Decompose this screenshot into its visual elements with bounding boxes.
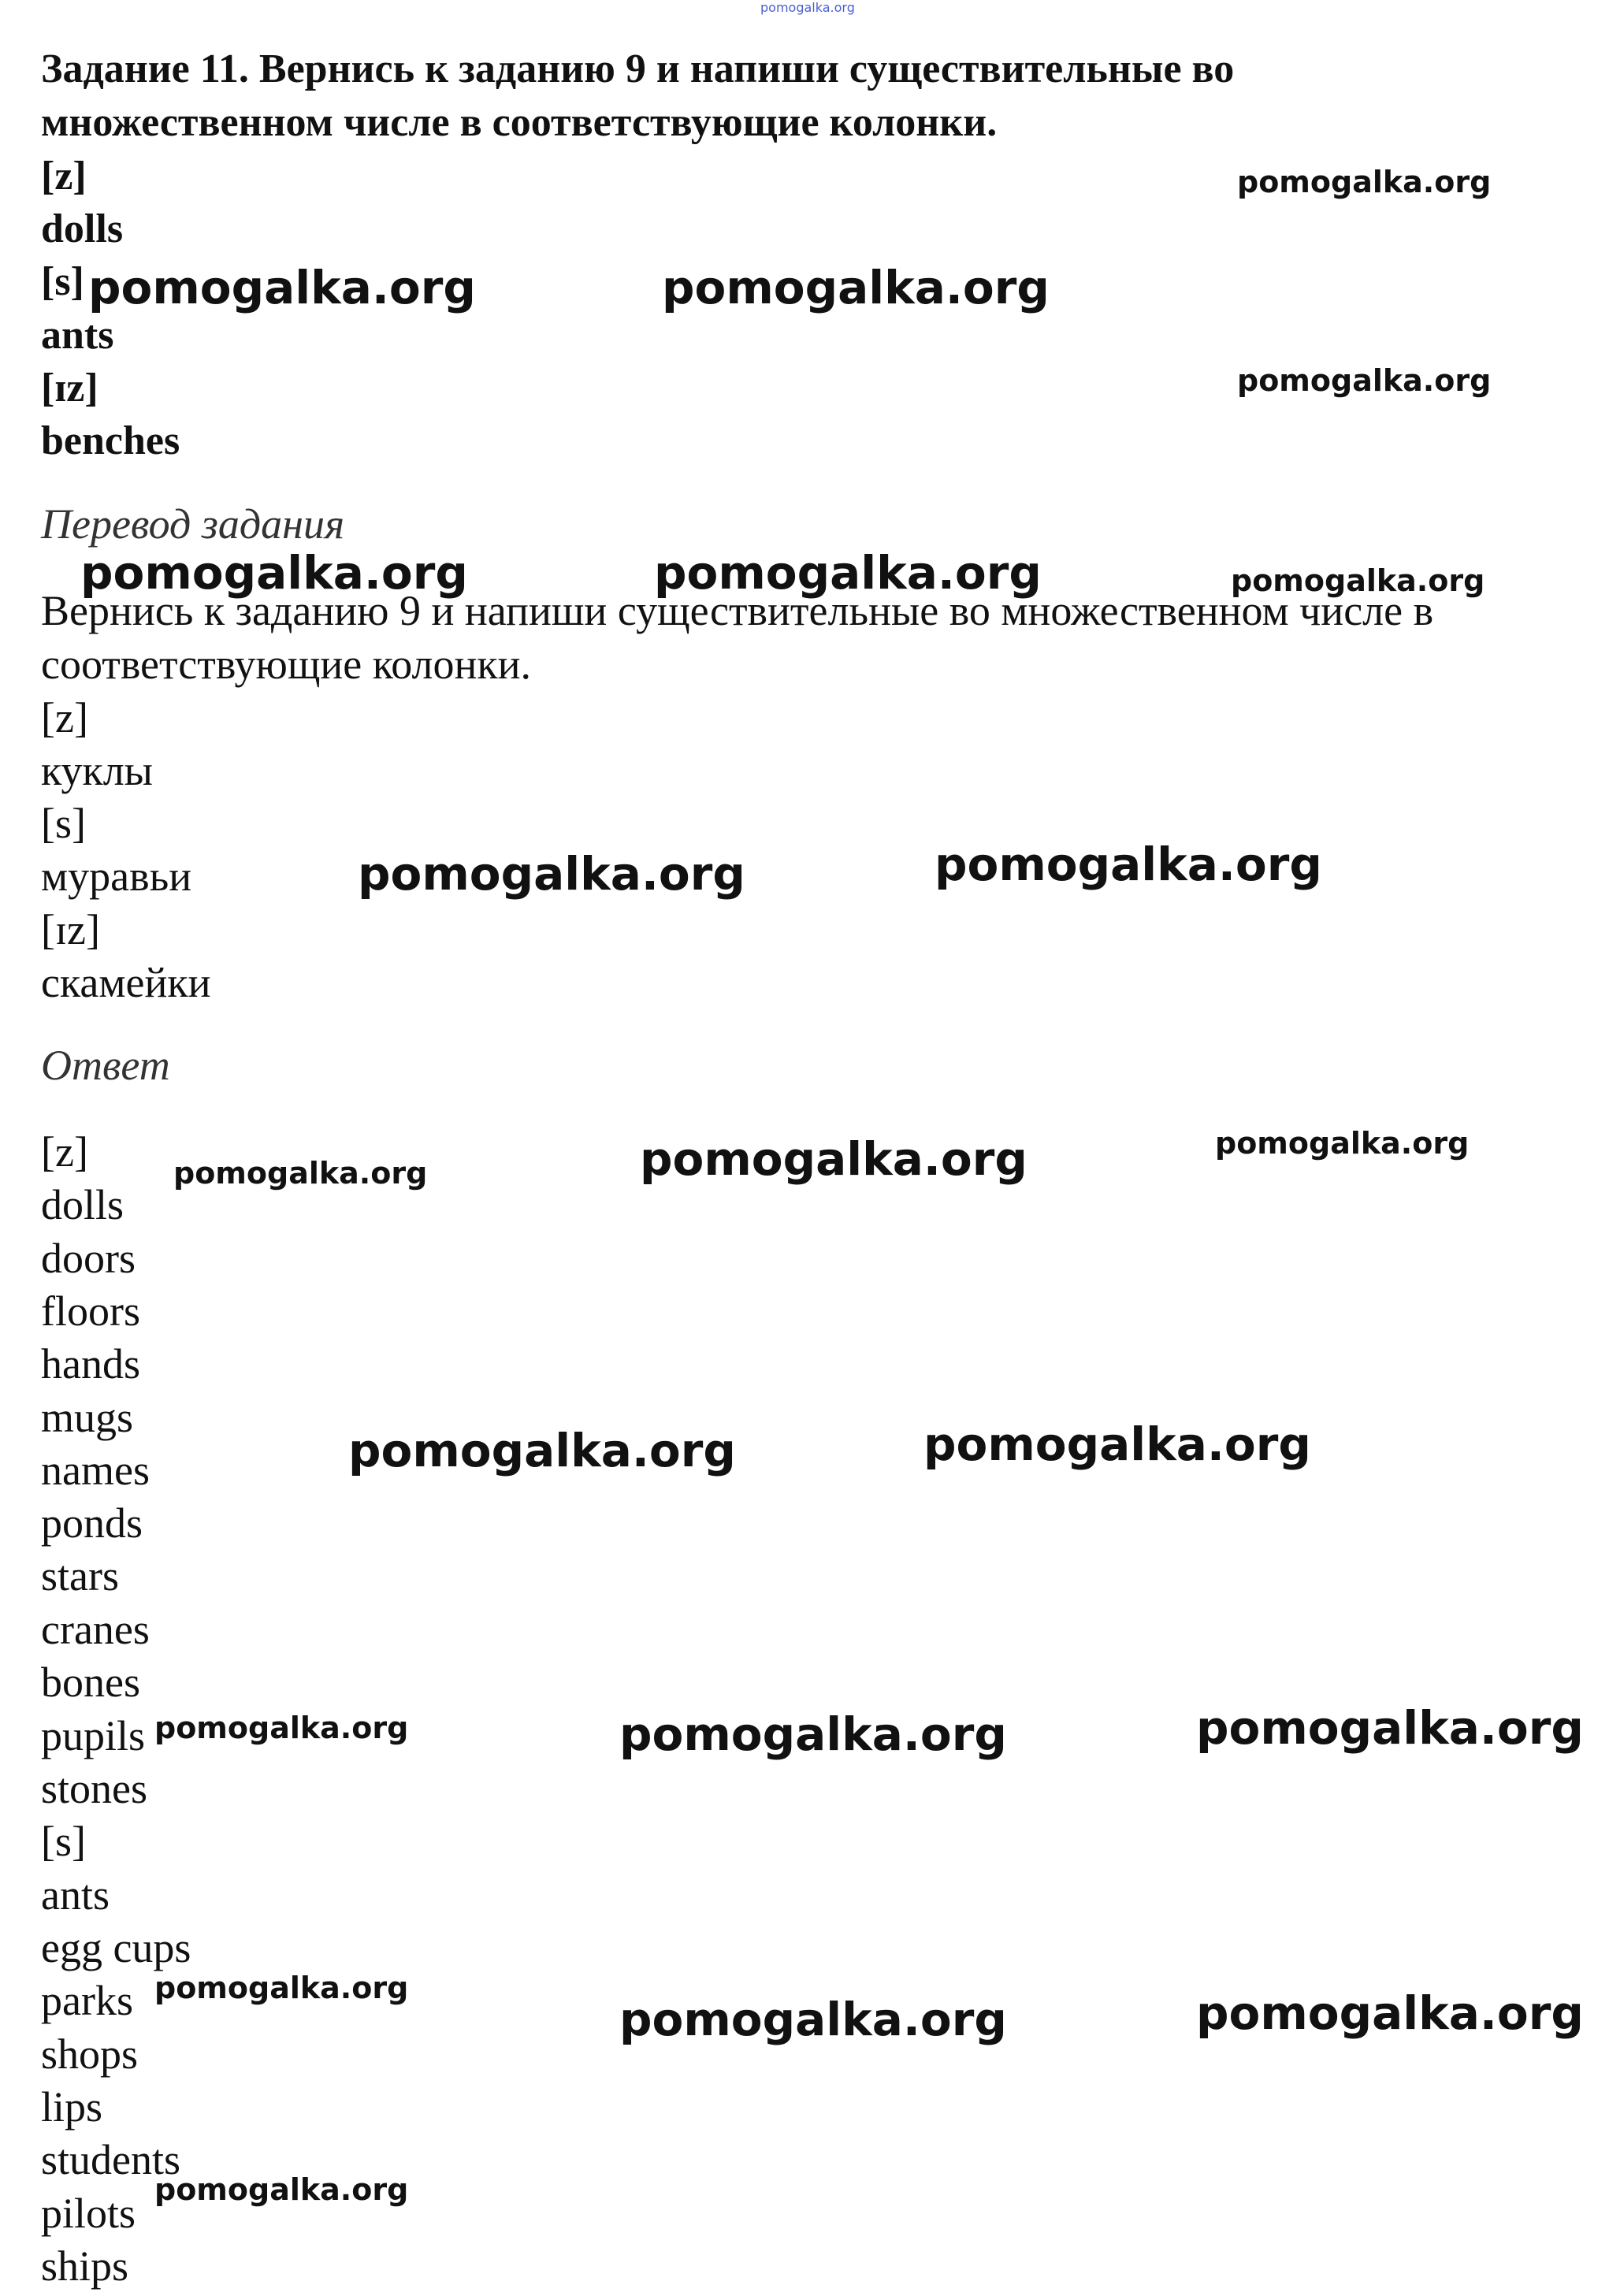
answer-z-word: stars	[41, 1552, 119, 1599]
translation-s-example: муравьи	[41, 853, 192, 900]
answer-z-word: names	[41, 1447, 150, 1494]
answer-s-word: pilots	[41, 2190, 136, 2237]
answer-z-word: ponds	[41, 1499, 143, 1547]
translation-z-example: куклы	[41, 747, 153, 794]
watermark: pomogalka.org	[640, 1132, 1027, 1186]
translation-text-line-1: Вернись к заданию 9 и напиши существительные во множественном числе в	[41, 587, 1434, 634]
answer-z-word: dolls	[41, 1181, 124, 1228]
answer-z-word: bones	[41, 1659, 140, 1706]
watermark: pomogalka.org	[358, 847, 745, 901]
watermark: pomogalka.org	[923, 1417, 1311, 1471]
watermark: pomogalka.org	[173, 1156, 428, 1191]
watermark: pomogalka.org	[662, 261, 1050, 314]
watermark: pomogalka.org	[935, 838, 1322, 891]
watermark: pomogalka.org	[1196, 1701, 1584, 1755]
task-s-example: ants	[41, 313, 114, 358]
answer-z-word: hands	[41, 1340, 140, 1388]
task-z-label: [z]	[41, 154, 87, 199]
translation-s-label: [s]	[41, 800, 86, 847]
watermark: pomogalka.org	[154, 1711, 409, 1745]
watermark: pomogalka.org	[1196, 1986, 1584, 2040]
answer-s-word: egg cups	[41, 1924, 191, 1971]
answer-z-word: mugs	[41, 1394, 134, 1441]
answer-s-word: ships	[41, 2242, 129, 2290]
watermark: pomogalka.org	[88, 261, 476, 314]
watermark: pomogalka.org	[654, 546, 1042, 600]
translation-heading: Перевод задания	[41, 500, 345, 548]
task-title-line-2: множественном числе в соответствующие колонки.	[41, 100, 998, 145]
translation-iz-label: [ɪz]	[41, 906, 100, 953]
watermark: pomogalka.org	[1231, 563, 1485, 598]
watermark: pomogalka.org	[1215, 1126, 1470, 1161]
translation-z-label: [z]	[41, 694, 88, 741]
watermark: pomogalka.org	[1237, 165, 1492, 199]
answer-s-word: parks	[41, 1977, 133, 2024]
answer-s-label: [s]	[41, 1818, 86, 1865]
watermark: pomogalka.org	[619, 1707, 1007, 1761]
translation-text-line-2: соответствующие колонки.	[41, 641, 532, 688]
watermark: pomogalka.org	[80, 546, 468, 600]
answer-z-word: stones	[41, 1765, 147, 1812]
watermark: pomogalka.org	[154, 1971, 409, 2005]
watermark: pomogalka.org	[1237, 363, 1492, 398]
watermark: pomogalka.org	[154, 2172, 409, 2207]
watermark: pomogalka.org	[619, 1993, 1007, 2046]
watermark: pomogalka.org	[348, 1424, 736, 1477]
task-title-line-1: Задание 11. Вернись к заданию 9 и напиши существительные во	[41, 46, 1235, 91]
answer-z-word: doors	[41, 1235, 136, 1282]
answer-z-label: [z]	[41, 1128, 88, 1176]
task-iz-label: [ɪz]	[41, 366, 98, 411]
task-s-label: [s]	[41, 259, 84, 304]
answer-s-word: lips	[41, 2083, 103, 2131]
translation-iz-example: скамейки	[41, 959, 211, 1006]
answer-s-word: ants	[41, 1871, 110, 1919]
answer-z-word: cranes	[41, 1606, 150, 1653]
answer-z-word: floors	[41, 1287, 140, 1335]
answer-z-word: pupils	[41, 1712, 146, 1759]
watermark-top: pomogalka.org	[760, 0, 855, 15]
task-z-example: dolls	[41, 206, 124, 251]
answer-heading: Ответ	[41, 1042, 170, 1089]
task-iz-example: benches	[41, 418, 180, 463]
answer-s-word: students	[41, 2136, 181, 2183]
answer-s-word: shops	[41, 2030, 139, 2078]
